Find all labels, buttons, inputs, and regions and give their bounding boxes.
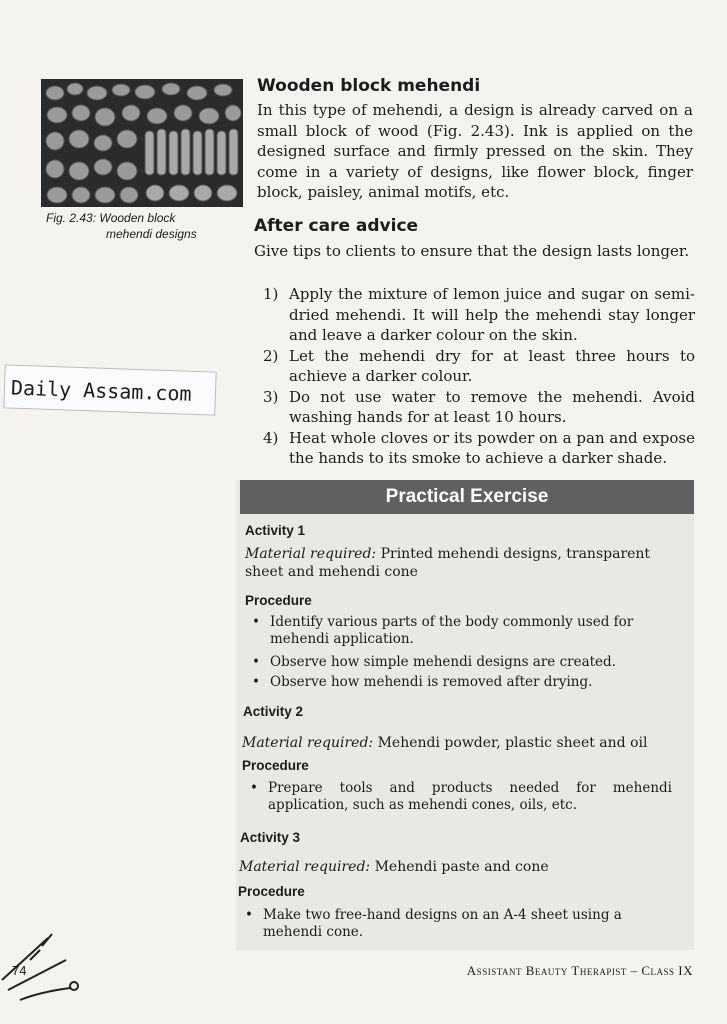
activity1-procedure-label: Procedure [245,593,312,608]
list-item: • Observe how simple mehendi designs are created. [252,654,616,670]
activity3-procedure-label: Procedure [238,884,305,899]
activity2-title: Activity 2 [243,704,304,719]
list-item: 2) Let the mehendi dry for at least three hours to achieve a darker colour. [263,346,695,385]
activity2-material: Material required: Mehendi powder, plastic sheet and oil [242,735,648,751]
after-care-steps [263,284,695,469]
list-item: 4) Heat whole cloves or its powder on a pan and expose the hands to its smoke to achieve a darker shade. [263,428,695,467]
section-heading-wooden-block: Wooden block mehendi [257,76,481,96]
practical-exercise-banner: Practical Exercise [240,480,694,514]
activity1-title: Activity 1 [245,523,306,538]
wooden-block-mehendi-photo [41,79,243,207]
figure-caption-line2: mehendi designs [106,227,197,241]
footer-title: Assistant Beauty Therapist – Class IX [466,963,693,978]
page-number: 74 [12,963,27,978]
wooden-block-paragraph: In this type of mehendi, a design is already carved on a small block of wood (Fig. 2.43). Ink is applied on the designed surface and firmly pressed on the skin. They come in a variety of designs, like flower block, finger block, paisley, animal motifs, etc. [257,101,693,201]
list-item: • Observe how mehendi is removed after drying. [252,674,593,690]
after-care-intro: Give tips to clients to ensure that the design lasts longer. [254,242,690,260]
figure-caption-line1: Fig. 2.43: Wooden block [46,211,176,225]
mehendi-blocks-illustration [41,79,243,207]
activity3-title: Activity 3 [240,830,301,845]
section-heading-after-care: After care advice [254,216,419,236]
list-item: • Identify various parts of the body commonly used for mehendi application. [252,614,634,647]
list-item: • Make two free-hand designs on an A-4 sheet using a mehendi cone. [245,907,622,940]
list-item: 3) Do not use water to remove the mehendi. Avoid washing hands for at least 10 hours. [263,387,695,426]
figure-caption [46,210,218,242]
list-item: • Prepare tools and products needed for mehendi application, such as mehendi cones, oils, etc. [250,780,672,813]
list-item: 1) Apply the mixture of lemon juice and sugar on semi-dried mehendi. It will help the mehendi stay longer and leave a darker colour on the skin. [263,285,695,344]
activity3-material: Material required: Mehendi paste and cone [239,859,549,875]
activity2-procedure-label: Procedure [242,758,309,773]
activity1-material: Material required: Printed mehendi designs, transparent sheet and mehendi cone [245,546,651,580]
daily-assam-label: Daily Assam.com [3,364,216,415]
